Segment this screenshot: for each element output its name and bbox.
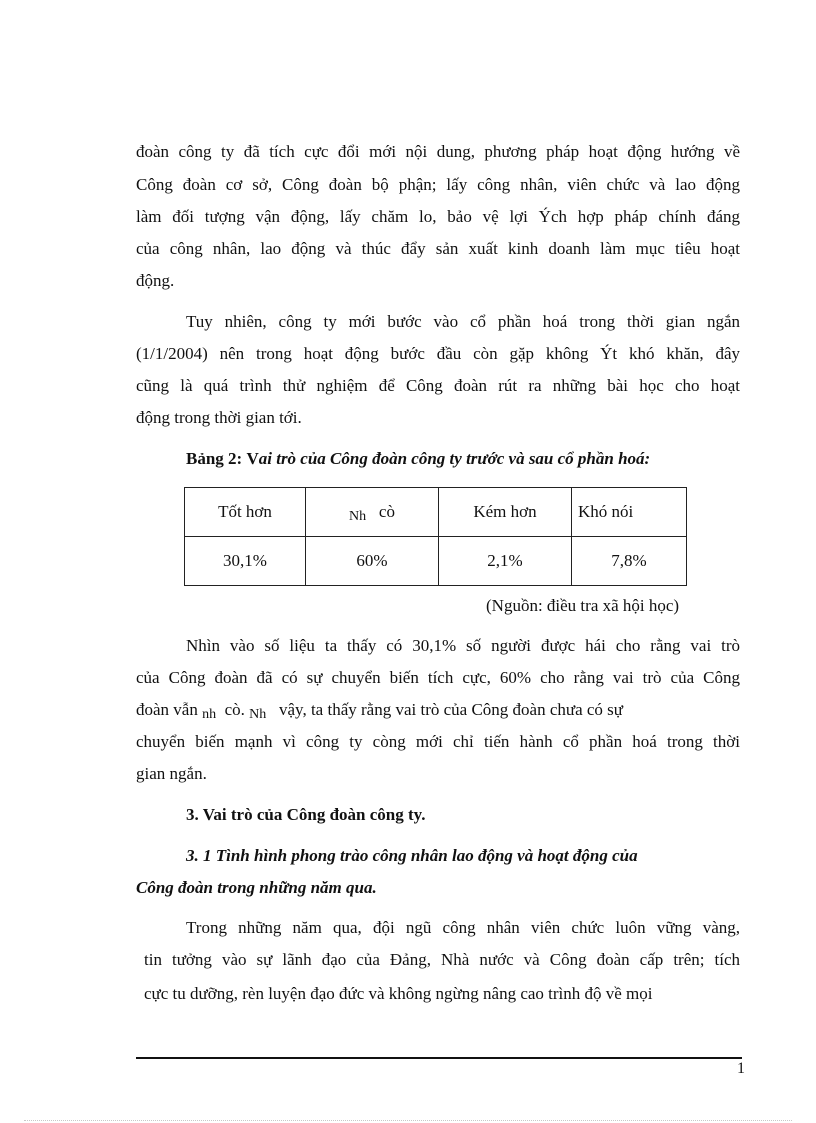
paragraph-3-line-4: chuyển biến mạnh vì công ty còng mới chỉ tiến hành cổ phần hoá trong thời [136, 732, 740, 751]
table-cell: 7,8% [572, 537, 687, 586]
page-number: 1 [737, 1060, 745, 1077]
table-caption-v: V [246, 449, 259, 468]
table-header-row [185, 488, 687, 537]
table-row [185, 537, 687, 586]
paragraph-3-line-5: gian ngắn. [136, 764, 207, 783]
table-header-cell: Tốt hơn [185, 488, 306, 537]
table-header-cell: Khó nói [572, 488, 687, 537]
table-cell: 30,1% [185, 537, 306, 586]
paragraph-1-line-3: làm đối tượng vận động, lấy chăm lo, bảo vệ lợi Ých hợp pháp chính đáng [136, 207, 740, 226]
paragraph-2-line-4: động trong thời gian tới. [136, 408, 302, 427]
paragraph-1-line-5: động. [136, 271, 175, 290]
subsection-heading-line-1: 3. 1 Tình hình phong trào công nhân lao động và hoạt động của [186, 846, 638, 865]
table-source: (Nguồn: điều tra xã hội học) [486, 596, 680, 615]
paragraph-4-line-3: cực tu dưỡng, rèn luyện đạo đức và không ngừng nâng cao trình độ về mọi [144, 984, 653, 1003]
paragraph-2-line-3: cũng là quá trình thử nghiệm để Công đoàn rút ra những bài học cho hoạt [136, 376, 740, 395]
table-header-cell: Nh cò [306, 488, 439, 537]
survey-table [184, 487, 687, 586]
paragraph-2-line-1: Tuy nhiên, công ty mới bước vào cổ phần hoá trong thời gian ngắn [186, 312, 740, 331]
paragraph-1-line-4: của công nhân, lao động và thúc đẩy sản xuất kinh doanh làm mục tiêu hoạt [136, 239, 740, 258]
table-caption [186, 449, 746, 469]
paragraph-1-line-2: Công đoàn cơ sở, Công đoàn bộ phận; lấy công nhân, viên chức và lao động [136, 175, 740, 194]
paragraph-4-line-1: Trong những năm qua, đội ngũ công nhân viên chức luôn vững vàng, [186, 918, 740, 937]
table-header-cell: Kém hơn [439, 488, 572, 537]
paragraph-3-line-3: đoàn vẫn nh cò. Nh vậy, ta thấy rằng vai trò của Công đoàn chưa có sự [136, 700, 624, 722]
table-cell: 2,1% [439, 537, 572, 586]
paragraph-4-line-2: tin tưởng vào sự lãnh đạo của Đảng, Nhà nước và Công đoàn cấp trên; tích [144, 950, 740, 969]
table-caption-label: Bảng 2: [186, 449, 243, 468]
table-caption-title: ai trò của Công đoàn công ty trước và sau cổ phần hoá: [258, 449, 651, 468]
table-cell: 60% [306, 537, 439, 586]
paragraph-2-line-2: (1/1/2004) nên trong hoạt động bước đầu còn gặp không Ýt khó khăn, đây [136, 344, 740, 363]
paragraph-1-line-1: đoàn công ty đã tích cực đổi mới nội dung, phương pháp hoạt động hướng về [136, 142, 740, 161]
subsection-heading-line-2: Công đoàn trong những năm qua. [136, 878, 377, 897]
section-heading: 3. Vai trò của Công đoàn công ty. [186, 805, 426, 824]
paragraph-3-line-1: Nhìn vào số liệu ta thấy có 30,1% số người được hái cho rằng vai trò [186, 636, 740, 655]
page-bottom-border [24, 1120, 792, 1121]
footer-divider [136, 1057, 742, 1059]
paragraph-3-line-2: của Công đoàn đã có sự chuyển biến tích cực, 60% cho rằng vai trò của Công [136, 668, 740, 687]
